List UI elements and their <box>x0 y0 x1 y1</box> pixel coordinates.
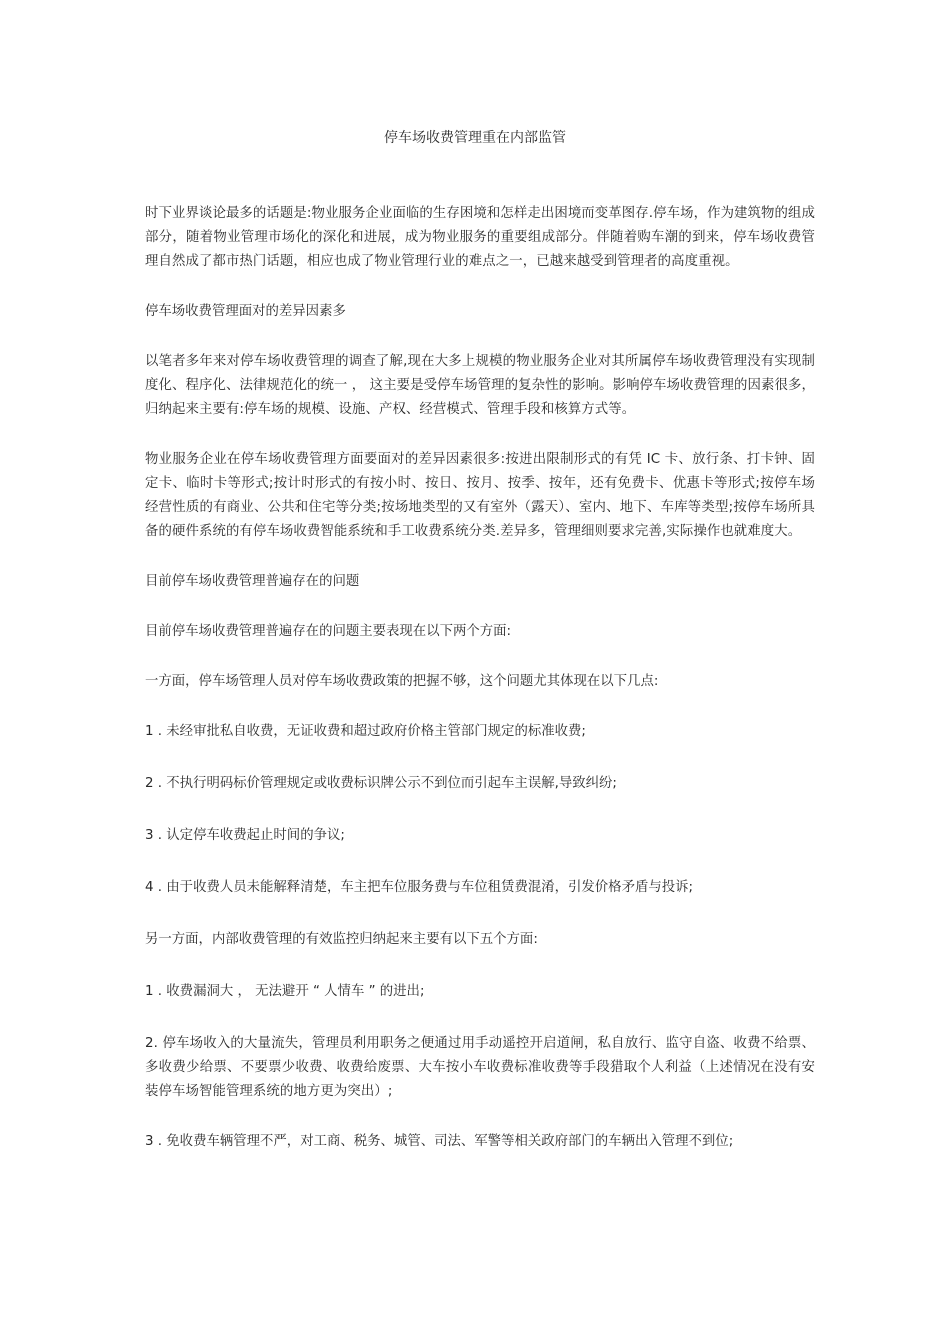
list-item: 3 . 免收费车辆管理不严，对工商、税务、城管、司法、军警等相关政府部门的车辆出入管理不到位; <box>145 1134 734 1149</box>
list-item: 1 . 未经审批私自收费，无证收费和超过政府价格主管部门规定的标准收费; <box>145 724 586 739</box>
document-title: 停车场收费管理重在内部监管 <box>384 130 566 146</box>
document-body <box>145 202 815 1182</box>
section-heading-problems: 目前停车场收费管理普遍存在的问题 <box>145 574 360 589</box>
list-item: 4 . 由于收费人员未能解释清楚，车主把车位服务费与车位租赁费混淆，引发价格矛盾与投诉; <box>145 880 694 895</box>
list-item: 2. 停车场收入的大量流失，管理员利用职务之便通过用手动遥控开启道闸，私自放行、监守自盗、收费不给票、多收费少给票、不要票少收费、收费给废票、大车按小车收费标准收费等手段猎取个人利益（上述情况在没有安装停车场智能管理系统的地方更为突出）; <box>145 1036 815 1099</box>
list-item: 3 . 认定停车收费起止时间的争议; <box>145 828 345 843</box>
list-item: 2 . 不执行明码标价管理规定或收费标识牌公示不到位而引起车主误解,导致纠纷; <box>145 776 617 791</box>
aspect-two-intro: 另一方面，内部收费管理的有效监控归纳起来主要有以下五个方面: <box>145 932 538 947</box>
factors-paragraph-1: 以笔者多年来对停车场收费管理的调查了解,现在大多上规模的物业服务企业对其所属停车场收费管理没有实现制度化、程序化、法律规范化的统一 ， 这主要是受停车场管理的复杂性的影响。影响停车场收费管理的因素很多，归纳起来主要有:停车场的规模、设施、产权、经营模式、管理手段和核算方式等。 <box>145 354 815 417</box>
section-heading-factors: 停车场收费管理面对的差异因素多 <box>145 304 346 319</box>
problems-intro: 目前停车场收费管理普遍存在的问题主要表现在以下两个方面: <box>145 624 512 639</box>
list-item: 1 . 收费漏洞大 ， 无法避开 “ 人情车 ” 的进出; <box>145 984 425 999</box>
intro-paragraph: 时下业界谈论最多的话题是:物业服务企业面临的生存困境和怎样走出困境而变革图存.停车场，作为建筑物的组成部分，随着物业管理市场化的深化和进展，成为物业服务的重要组成部分。伴随着购车潮的到来，停车场收费管理自然成了都市热门话题，相应也成了物业管理行业的难点之一，已越来越受到管理者的高度重视。 <box>145 206 816 269</box>
aspect-one-intro: 一方面，停车场管理人员对停车场收费政策的把握不够，这个问题尤其体现在以下几点: <box>145 674 659 689</box>
factors-paragraph-2: 物业服务企业在停车场收费管理方面要面对的差异因素很多:按进出限制形式的有凭 IC 卡、放行条、打卡钟、固定卡、临时卡等形式;按计时形式的有按小时、按日、按月、按季、按年，还有免费卡、优惠卡等形式;按停车场经营性质的有商业、公共和住宅等分类;按场地类型的又有室外（露天）、室内、地下、车库等类型;按停车场所具备的硬件系统的有停车场收费智能系统和手工收费系统分类.差异多，管理细则要求完善,实际操作也就难度大。 <box>145 452 815 539</box>
